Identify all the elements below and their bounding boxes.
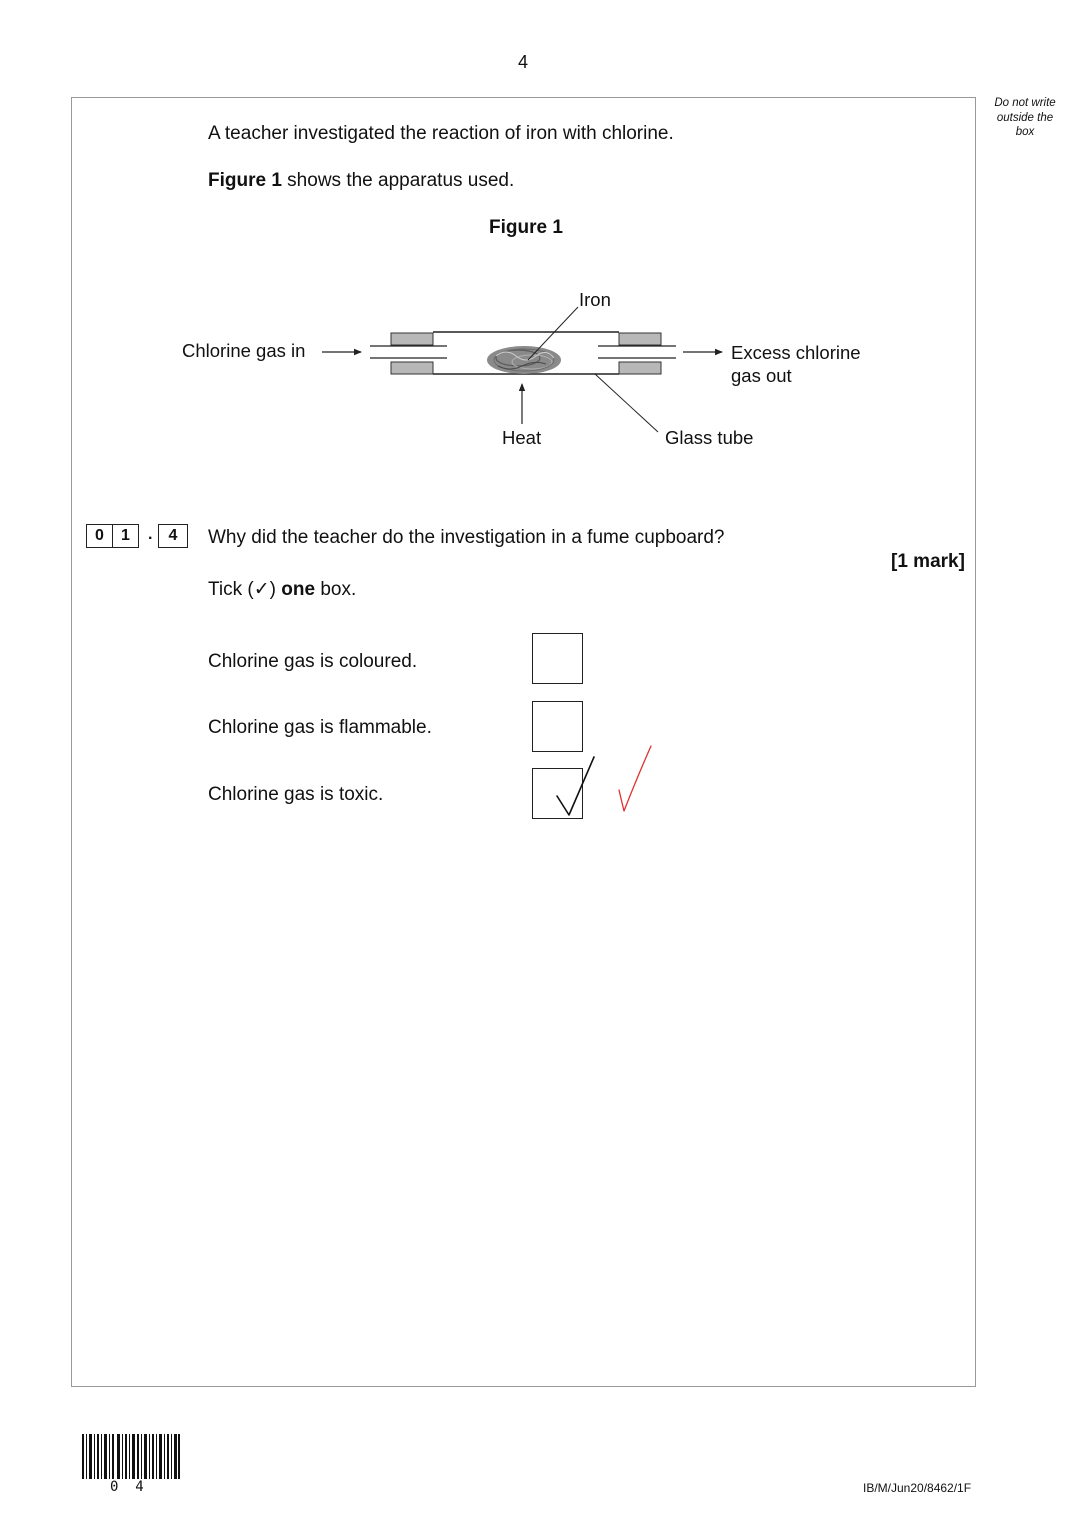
instruction-tick-symbol: ✓: [253, 579, 270, 600]
margin-note-line-2: outside the: [996, 111, 1054, 124]
option-checkbox[interactable]: [532, 633, 583, 684]
figure-reference-bold: Figure 1: [208, 170, 282, 191]
label-iron: Iron: [579, 289, 611, 310]
margin-note: [984, 96, 1066, 140]
question-text: Why did the teacher do the investigation in a fume cupboard?: [208, 527, 725, 548]
iron-wool: [487, 346, 561, 374]
instruction-post: box.: [315, 579, 357, 600]
marks-label: [1 mark]: [891, 551, 965, 572]
barcode-digits: 0 4: [110, 1479, 144, 1495]
figure-reference-rest: shows the apparatus used.: [281, 170, 515, 191]
option-label: Chlorine gas is flammable.: [208, 717, 432, 738]
option-label: Chlorine gas is coloured.: [208, 651, 418, 672]
label-gas-out: gas out: [731, 365, 792, 386]
page-number: 4: [517, 52, 528, 72]
marker-tick-icon: [610, 740, 660, 815]
figure-reference: [208, 170, 514, 192]
question-digit: 1: [112, 525, 138, 547]
left-stopper: [370, 333, 447, 374]
instruction-pre: Tick (: [208, 579, 254, 600]
paper-reference-code: IB/M/Jun20/8462/1F: [863, 1481, 972, 1495]
instruction-mid: ): [269, 579, 282, 600]
label-heat: Heat: [502, 427, 542, 448]
tick-instruction: [208, 578, 356, 601]
question-part-digit: 4: [168, 527, 178, 544]
right-stopper: [598, 333, 676, 374]
glass-tube-pointer-line: [595, 374, 658, 432]
question-number-box: [86, 524, 139, 548]
handwritten-tick-icon: [540, 740, 600, 822]
margin-note-line-3: box: [1015, 126, 1035, 138]
intro-text: A teacher investigated the reaction of iron with chlorine.: [208, 123, 674, 144]
figure-title: Figure 1: [489, 217, 563, 238]
question-part-box: [158, 524, 188, 548]
label-excess-chlorine: Excess chlorine: [731, 342, 861, 363]
option-label: Chlorine gas is toxic.: [208, 784, 384, 805]
label-chlorine-gas-in: Chlorine gas in: [182, 340, 306, 361]
label-glass-tube: Glass tube: [665, 427, 754, 448]
question-number-separator: .: [148, 526, 153, 543]
margin-note-line-1: Do not write: [994, 97, 1056, 109]
barcode: [82, 1434, 180, 1479]
instruction-one: one: [281, 579, 316, 600]
question-digit: 0: [95, 527, 104, 544]
